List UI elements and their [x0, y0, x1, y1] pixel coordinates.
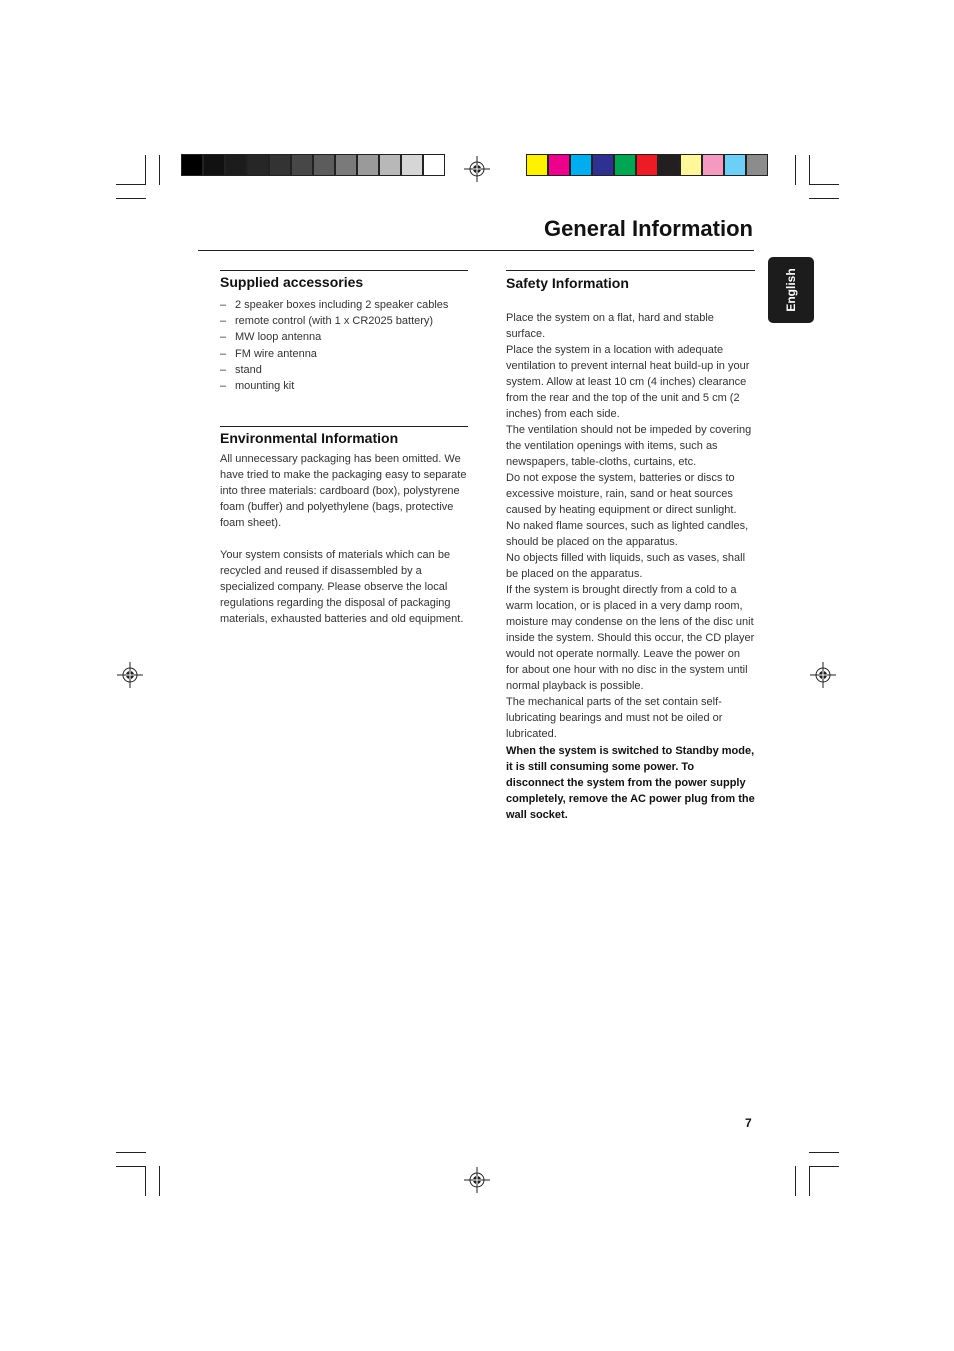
page-number: 7 [745, 1116, 752, 1130]
crop-mark [116, 198, 146, 199]
color-swatch [658, 154, 680, 176]
environment-paragraph: Your system consists of materials which can be recycled and reused if disassembled by a specialized company. Please observe the local regulations regarding the disposal of packaging materials, exhausted batteries and old equipment. [220, 549, 464, 626]
color-swatch [680, 154, 702, 176]
crop-mark [116, 1166, 146, 1167]
crop-mark [145, 1166, 146, 1196]
language-tab [768, 257, 814, 323]
crop-mark [159, 155, 160, 185]
list-item: – remote control (with 1 x CR2025 battery) [220, 313, 468, 329]
grayscale-color-bar [181, 154, 445, 176]
color-swatch [401, 154, 423, 176]
section-divider [220, 270, 468, 271]
list-item: – MW loop antenna [220, 329, 468, 345]
crop-mark [795, 1166, 796, 1196]
list-item: – FM wire antenna [220, 346, 468, 362]
crop-mark [116, 1152, 146, 1153]
environment-paragraph: All unnecessary packaging has been omitted. We have tried to make the packaging easy to separate into three materials: cardboard (box), polystyrene foam (buffer) and polyethylene (bags, protective foam sheet). [220, 453, 467, 530]
color-swatch [379, 154, 401, 176]
color-swatch [357, 154, 379, 176]
color-swatch [291, 154, 313, 176]
color-swatch [203, 154, 225, 176]
color-swatch [313, 154, 335, 176]
list-item: – stand [220, 362, 468, 378]
color-swatch [526, 154, 548, 176]
registration-mark-icon [464, 1167, 490, 1193]
registration-mark-icon [810, 662, 836, 688]
crop-mark [809, 155, 810, 185]
color-swatch [335, 154, 357, 176]
color-swatch [548, 154, 570, 176]
crop-mark [145, 155, 146, 185]
right-column [506, 270, 755, 823]
color-swatch [247, 154, 269, 176]
crop-mark [116, 184, 146, 185]
registration-mark-icon [464, 156, 490, 182]
safety-paragraph: Place the system on a flat, hard and stable surface. [506, 312, 714, 340]
accessories-heading: Supplied accessories [220, 274, 364, 290]
accessories-list [220, 297, 468, 394]
color-swatch [636, 154, 658, 176]
color-swatch [269, 154, 291, 176]
color-swatch [614, 154, 636, 176]
color-swatch [570, 154, 592, 176]
language-tab-label: English [784, 268, 798, 312]
color-swatch [181, 154, 203, 176]
environment-heading: Environmental Information [220, 430, 399, 447]
crop-mark [809, 1152, 839, 1153]
left-column [220, 270, 468, 627]
safety-paragraph: Do not expose the system, batteries or discs to excessive moisture, rain, sand or heat sources caused by heating equipment or direct sunlight. [506, 472, 737, 516]
safety-paragraph: No objects filled with liquids, such as vases, shall be placed on the apparatus. [506, 552, 746, 580]
safety-paragraph: If the system is brought directly from a cold to a warm location, or is placed in a very damp room, moisture may condense on the lens of the disc unit inside the system. Should this occur, the CD player would not operate normally. Leave the power on for about one hour with no disc in the system until normal playback is possible. [506, 584, 755, 692]
safety-paragraph: No naked flame sources, such as lighted candles, should be placed on the apparatus. [506, 520, 749, 548]
safety-paragraph: Place the system in a location with adequate ventilation to prevent internal heat build-up in your system. Allow at least 10 cm (4 inches) clearance from the rear and the top of the unit and 5 cm (2 inches) from each side. [506, 344, 750, 420]
standby-warning: When the system is switched to Standby mode, it is still consuming some power. To disconnect the system from the power supply completely, remove the AC power plug from the wall socket. [506, 745, 755, 821]
crop-mark [795, 155, 796, 185]
crop-mark [159, 1166, 160, 1196]
list-item: – mounting kit [220, 378, 468, 394]
registration-mark-icon [117, 662, 143, 688]
title-divider [198, 250, 754, 251]
color-swatch [702, 154, 724, 176]
safety-heading: Safety Information [506, 275, 629, 291]
page-title: General Information [543, 216, 753, 241]
color-swatch [423, 154, 445, 176]
crop-mark [809, 1166, 810, 1196]
list-item: – 2 speaker boxes including 2 speaker cables [220, 297, 468, 313]
color-swatch [225, 154, 247, 176]
crop-mark [809, 184, 839, 185]
safety-paragraph: The ventilation should not be impeded by covering the ventilation openings with items, such as newspapers, table-cloths, curtains, etc. [506, 424, 752, 468]
crop-mark [809, 1166, 839, 1167]
color-swatch [724, 154, 746, 176]
color-swatch [592, 154, 614, 176]
crop-mark [809, 198, 839, 199]
color-swatch [746, 154, 768, 176]
process-color-bar [526, 154, 768, 176]
safety-paragraph: The mechanical parts of the set contain self-lubricating bearings and must not be oiled or lubricated. [506, 696, 723, 740]
section-divider [220, 426, 468, 427]
section-divider [506, 270, 755, 271]
